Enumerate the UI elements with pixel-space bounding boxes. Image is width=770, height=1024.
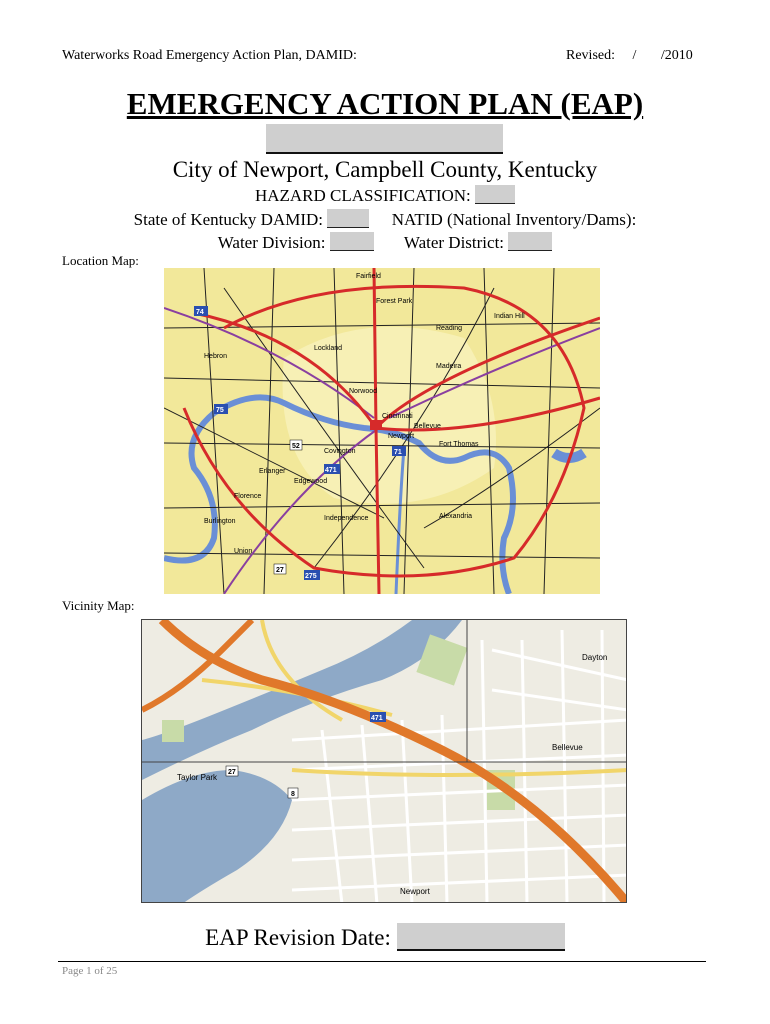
- loc-place-hebron: Hebron: [204, 353, 227, 360]
- page-number: Page 1 of 25: [62, 965, 118, 977]
- state-damid-field[interactable]: [327, 209, 369, 228]
- loc-place-forest-park: Forest Park: [376, 298, 413, 305]
- loc-shield-275: 275: [305, 573, 317, 580]
- loc-place-reading: Reading: [436, 325, 463, 332]
- loc-shield-75: 75: [216, 407, 224, 414]
- vic-place-taylor-park: Taylor Park: [177, 773, 218, 782]
- loc-place-edgewood: Edgewood: [294, 478, 328, 485]
- header-revised: Revised: / /2010: [566, 48, 693, 63]
- water-row: [0, 232, 770, 253]
- loc-place-madeira: Madeira: [436, 363, 462, 370]
- loc-place-independence: Independence: [324, 515, 369, 522]
- loc-shield-71: 71: [394, 449, 402, 456]
- vic-place-dayton: Dayton: [582, 653, 608, 662]
- location-line: City of Newport, Campbell County, Kentucky: [172, 157, 598, 182]
- revision-label: EAP Revision Date:: [205, 925, 391, 950]
- loc-shield-52: 52: [292, 443, 300, 450]
- state-damid-label: State of Kentucky DAMID:: [133, 210, 323, 229]
- dam-name-field[interactable]: [266, 124, 503, 154]
- vicinity-map: [141, 619, 627, 903]
- natid-label: NATID (National Inventory/Dams):: [391, 210, 637, 229]
- loc-place-erlanger: Erlanger: [259, 468, 286, 475]
- water-division-label: Water Division:: [217, 233, 326, 252]
- vic-shield-8: 8: [291, 791, 295, 798]
- header-dam-title: Waterworks Road Emergency Action Plan, DAMID:: [62, 48, 357, 63]
- loc-place-cincinnati: Cincinnati: [382, 413, 413, 420]
- id-row: [0, 209, 770, 230]
- loc-shield-471: 471: [325, 467, 337, 474]
- vic-place-bellevue: Bellevue: [552, 743, 583, 752]
- loc-place-union: Union: [234, 548, 253, 555]
- water-division-field[interactable]: [330, 232, 374, 251]
- vic-shield-471: 471: [371, 715, 383, 722]
- hazard-label: HAZARD CLASSIFICATION:: [254, 186, 471, 205]
- hazard-field[interactable]: [475, 185, 515, 204]
- loc-place-burlington: Burlington: [204, 518, 236, 525]
- location-map-label: Location Map:: [62, 253, 139, 268]
- loc-place-norwood: Norwood: [349, 388, 378, 395]
- revision-row: [0, 923, 770, 951]
- vicinity-map-label: Vicinity Map:: [62, 598, 135, 613]
- loc-place-alexandria: Alexandria: [439, 513, 473, 520]
- loc-shield-27: 27: [276, 567, 284, 574]
- water-district-label: Water District:: [403, 233, 505, 252]
- hazard-row: [0, 185, 770, 206]
- loc-shield-74: 74: [196, 309, 204, 316]
- loc-place-fort-thomas: Fort Thomas: [439, 441, 479, 448]
- footer-divider: [58, 961, 706, 962]
- page-title: EMERGENCY ACTION PLAN (EAP): [126, 86, 644, 121]
- loc-place-covington: Covington: [324, 448, 356, 455]
- loc-place-fairfield: Fairfield: [356, 273, 381, 280]
- loc-place-newport: Newport: [388, 433, 415, 440]
- vic-place-newport: Newport: [400, 887, 430, 896]
- loc-place-florence: Florence: [234, 493, 262, 500]
- location-map: [164, 268, 600, 594]
- vic-shield-27: 27: [228, 769, 236, 776]
- loc-place-lockland: Lockland: [314, 345, 343, 352]
- revision-date-field[interactable]: [397, 923, 565, 951]
- loc-place-indian-hill: Indian Hill: [494, 313, 525, 320]
- loc-place-bellevue: Bellevue: [414, 423, 441, 430]
- water-district-field[interactable]: [508, 232, 552, 251]
